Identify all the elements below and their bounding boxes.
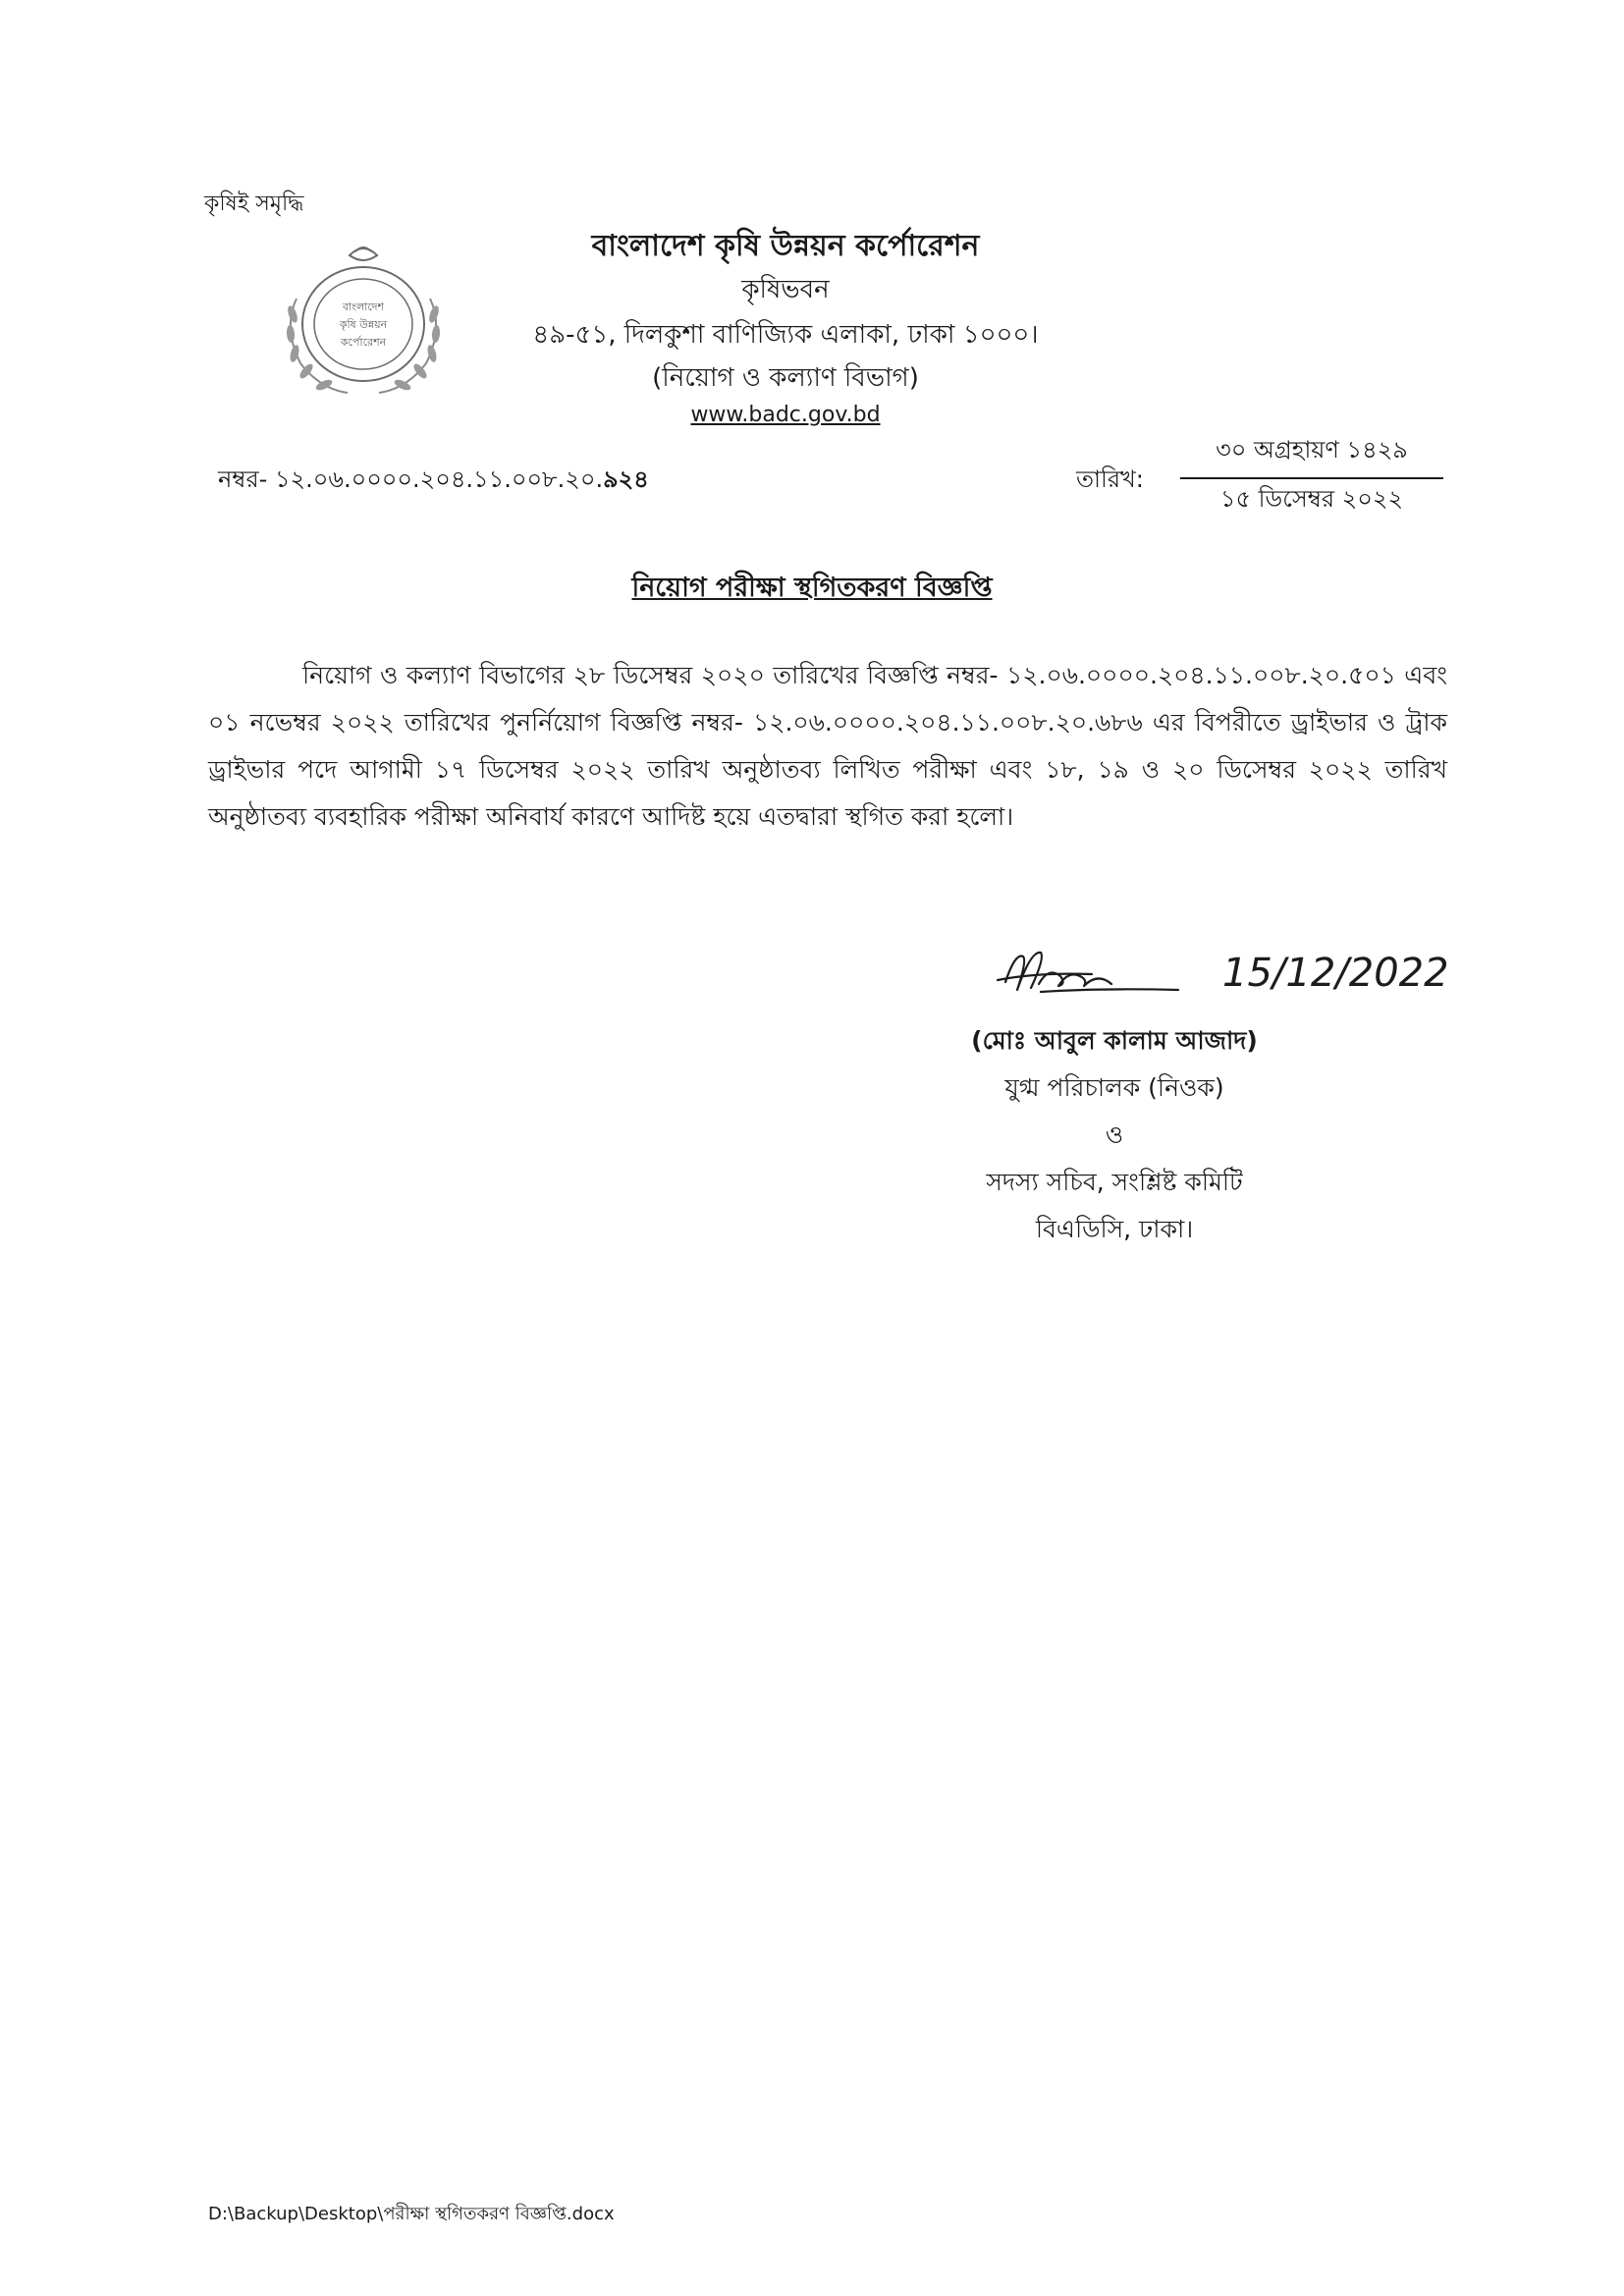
organization-name: বাংলাদেশ কৃষি উন্নয়ন কর্পোরেশন <box>591 229 980 263</box>
svg-text:কর্পোরেশন: কর্পোরেশন <box>340 336 387 349</box>
slogan: কৃষিই সমৃদ্ধি <box>204 191 304 216</box>
date-label: তারিখ: <box>1076 465 1144 493</box>
date-bangla-calendar: ৩০ অগ্রহায়ণ ১৪২৯ <box>1180 432 1443 479</box>
memo-number <box>218 462 649 501</box>
signatory-role: সদস্য সচিব, সংশ্লিষ্ট কমিটি <box>986 1168 1243 1196</box>
handwritten-signature <box>992 935 1473 1025</box>
organization-website-link[interactable]: www.badc.gov.bd <box>690 403 881 427</box>
notice-title <box>393 568 1231 612</box>
date-english-calendar: ১৫ ডিসেম্বর ২০২২ <box>1219 485 1404 513</box>
memo-number-suffix: ৯২৪ <box>603 465 649 493</box>
signatory-conjunction: ও <box>1105 1121 1124 1149</box>
footer-file-path: D:\Backup\Desktop\পরীক্ষা স্থগিতকরণ বিজ্ঞপ্তি.docx <box>208 2204 615 2224</box>
svg-text:বাংলাদেশ: বাংলাদেশ <box>342 301 385 313</box>
signatory-name: (মোঃ আবুল কালাম আজাদ) <box>971 1026 1258 1055</box>
svg-text:কৃষি উন্নয়ন: কৃষি উন্নয়ন <box>339 318 388 331</box>
organization-building: কৃষিভবন <box>741 275 830 304</box>
badc-seal-logo <box>267 230 460 403</box>
memo-number-prefix: নম্বর- ১২.০৬.০০০০.২০৪.১১.০০৮.২০. <box>218 465 604 493</box>
organization-address: ৪৯-৫১, দিলকুশা বাণিজ্যিক এলাকা, ঢাকা ১০০০। <box>532 320 1039 350</box>
signatory-office: বিএডিসি, ঢাকা। <box>1035 1215 1194 1243</box>
handwritten-date: 15/12/2022 <box>1222 951 1449 996</box>
notice-body: নিয়োগ ও কল্যাণ বিভাগের ২৮ ডিসেম্বর ২০২০ তারিখের বিজ্ঞপ্তি নম্বর- ১২.০৬.০০০০.২০৪.১১.০০৮.২০.৫০১ এবং ০১ নভেম্বর ২০২২ তারিখের পুনর্নিয়োগ বিজ্ঞপ্তি নম্বর- ১২.০৬.০০০০.২০৪.১১.০০৮.২০.৬৮৬ এর বিপরীতে ড্রাইভার ও ট্রাক ড্রাইভার পদে আগামী ১৭ ডিসেম্বর ২০২২ তারিখ অনুষ্ঠাতব্য লিখিত পরীক্ষা এবং ১৮, ১৯ ও ২০ ডিসেম্বর ২০২২ তারিখ অনুষ্ঠাতব্য ব্যবহারিক পরীক্ষা অনিবার্য কারণে আদিষ্ট হয়ে এতদ্বারা স্থগিত করা হলো। <box>208 661 1447 831</box>
organization-department: (নিয়োগ ও কল্যাণ বিভাগ) <box>652 363 919 393</box>
notice-title-text: নিয়োগ পরীক্ষা স্থগিতকরণ বিজ্ঞপ্তি <box>631 573 993 603</box>
signatory-title: যুগ্ম পরিচালক (নিওক) <box>1004 1073 1224 1102</box>
